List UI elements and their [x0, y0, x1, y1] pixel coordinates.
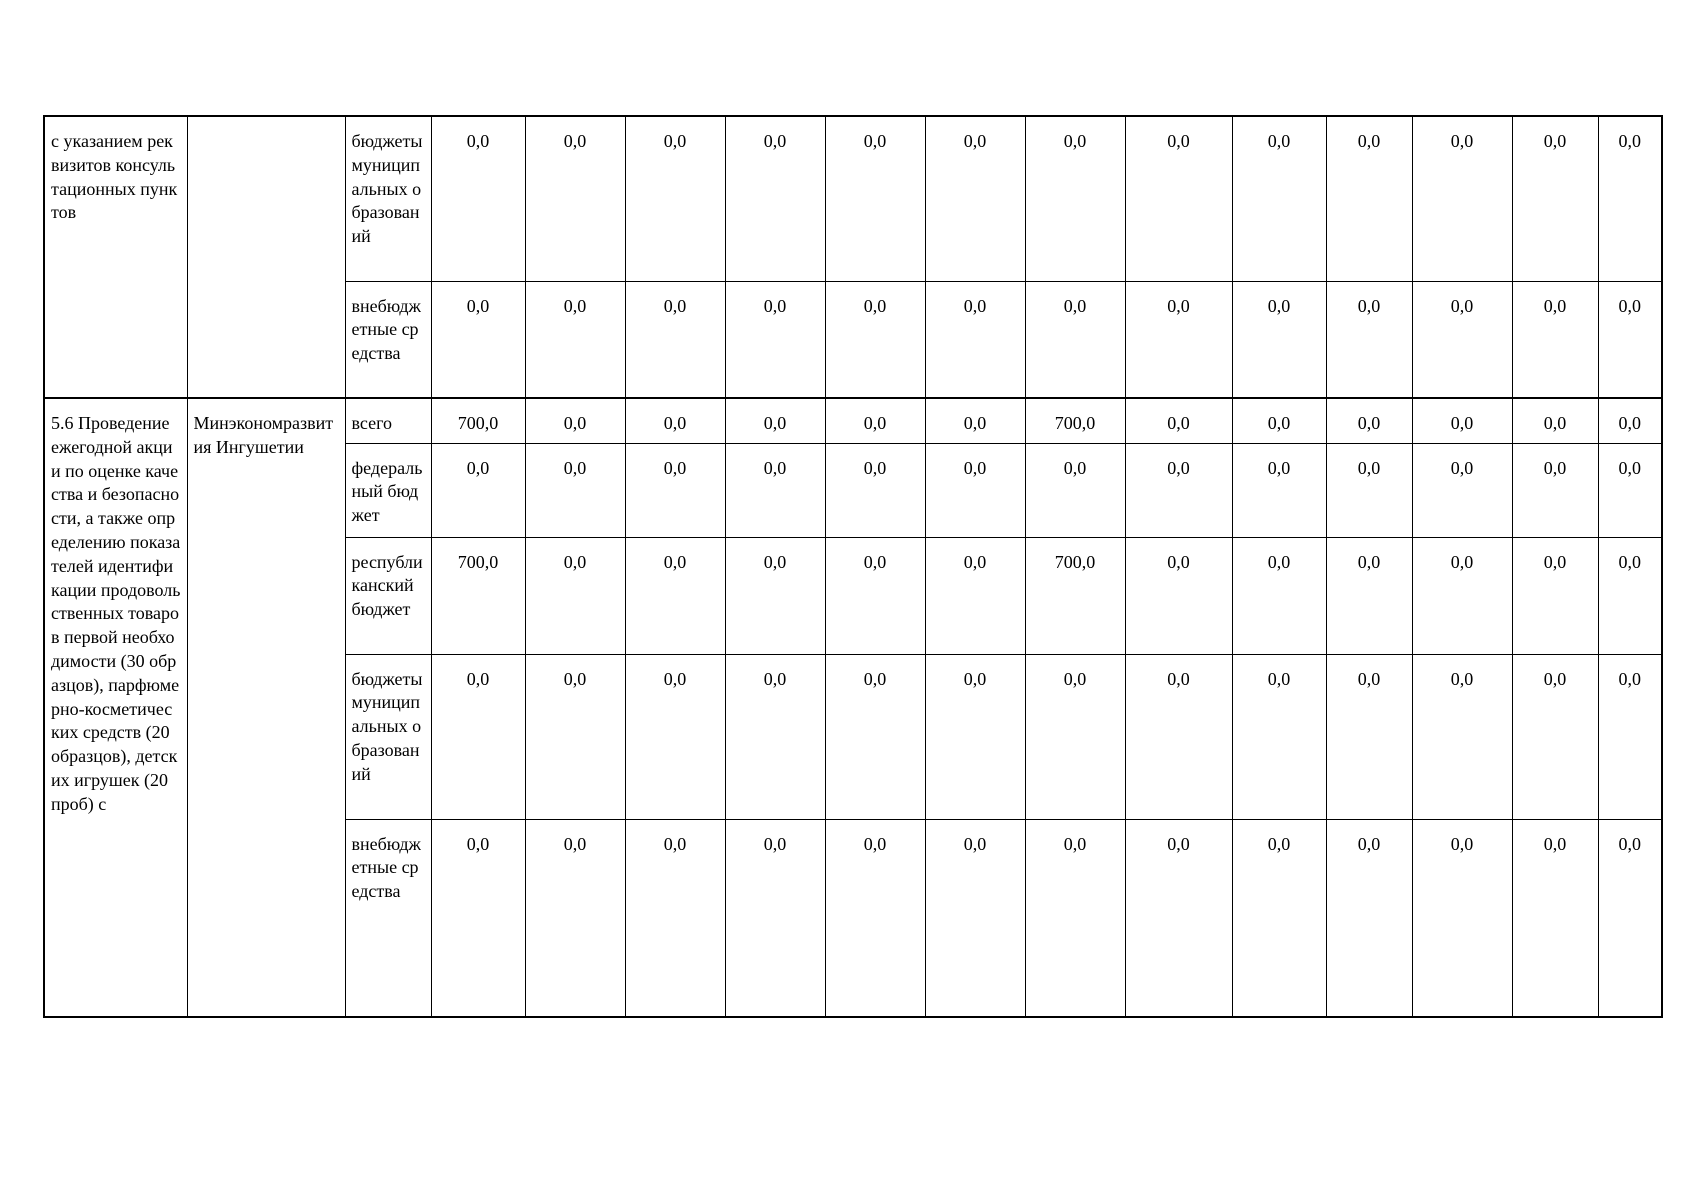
funding-source-cell: всего — [345, 398, 431, 443]
value-cell: 0,0 — [1125, 281, 1232, 398]
value-cell: 0,0 — [625, 819, 725, 1017]
value-cell: 0,0 — [431, 443, 525, 537]
value-cell: 0,0 — [431, 281, 525, 398]
value-cell: 0,0 — [525, 443, 625, 537]
value-cell: 0,0 — [625, 537, 725, 654]
value-cell: 0,0 — [1125, 398, 1232, 443]
value-cell: 0,0 — [431, 654, 525, 819]
funding-source-cell: бюджеты муниципальных образований — [345, 654, 431, 819]
value-cell: 0,0 — [431, 819, 525, 1017]
value-cell: 0,0 — [825, 281, 925, 398]
value-cell: 0,0 — [925, 537, 1025, 654]
value-cell: 0,0 — [1598, 819, 1662, 1017]
value-cell: 0,0 — [1025, 654, 1125, 819]
value-cell: 0,0 — [1598, 398, 1662, 443]
value-cell: 0,0 — [1025, 819, 1125, 1017]
group-5-6 — [44, 398, 1662, 1017]
value-cell: 700,0 — [1025, 537, 1125, 654]
value-cell: 0,0 — [625, 654, 725, 819]
value-cell: 0,0 — [925, 281, 1025, 398]
value-cell: 0,0 — [1412, 281, 1512, 398]
value-cell: 0,0 — [825, 819, 925, 1017]
value-cell: 0,0 — [725, 537, 825, 654]
value-cell: 0,0 — [625, 398, 725, 443]
table-row — [44, 116, 1662, 281]
value-cell: 0,0 — [925, 443, 1025, 537]
value-cell: 0,0 — [1232, 116, 1326, 281]
value-cell: 0,0 — [1412, 116, 1512, 281]
executor-cell: Минэкономразвития Ингушетии — [187, 398, 345, 1017]
value-cell: 0,0 — [825, 537, 925, 654]
table-row — [44, 398, 1662, 443]
value-cell: 0,0 — [1125, 116, 1232, 281]
value-cell: 0,0 — [1326, 116, 1412, 281]
value-cell: 0,0 — [1232, 281, 1326, 398]
value-cell: 0,0 — [1512, 398, 1598, 443]
value-cell: 0,0 — [1125, 443, 1232, 537]
value-cell: 0,0 — [525, 819, 625, 1017]
funding-source-cell: бюджеты муниципальных образований — [345, 116, 431, 281]
value-cell: 0,0 — [1125, 819, 1232, 1017]
value-cell: 0,0 — [1412, 654, 1512, 819]
value-cell: 0,0 — [1512, 819, 1598, 1017]
value-cell: 0,0 — [925, 819, 1025, 1017]
measure-label-cell: с указанием реквизитов консультационных пунктов — [44, 116, 187, 398]
value-cell: 0,0 — [1598, 443, 1662, 537]
value-cell: 0,0 — [1326, 443, 1412, 537]
value-cell: 0,0 — [1326, 281, 1412, 398]
value-cell: 0,0 — [1025, 443, 1125, 537]
value-cell: 0,0 — [1412, 443, 1512, 537]
value-cell: 0,0 — [725, 443, 825, 537]
value-cell: 0,0 — [725, 281, 825, 398]
value-cell: 0,0 — [1326, 654, 1412, 819]
value-cell: 0,0 — [1512, 443, 1598, 537]
value-cell: 0,0 — [625, 116, 725, 281]
value-cell: 0,0 — [725, 654, 825, 819]
value-cell: 0,0 — [825, 654, 925, 819]
value-cell: 0,0 — [625, 443, 725, 537]
value-cell: 0,0 — [825, 116, 925, 281]
budget-table — [43, 115, 1663, 1018]
value-cell: 0,0 — [1125, 654, 1232, 819]
value-cell: 0,0 — [525, 654, 625, 819]
executor-cell — [187, 116, 345, 398]
value-cell: 0,0 — [1512, 281, 1598, 398]
value-cell: 700,0 — [431, 398, 525, 443]
value-cell: 0,0 — [1512, 654, 1598, 819]
value-cell: 0,0 — [525, 281, 625, 398]
value-cell: 0,0 — [1512, 537, 1598, 654]
value-cell: 0,0 — [925, 116, 1025, 281]
value-cell: 700,0 — [1025, 398, 1125, 443]
value-cell: 0,0 — [1412, 398, 1512, 443]
value-cell: 0,0 — [1232, 654, 1326, 819]
funding-source-cell: внебюджетные средства — [345, 281, 431, 398]
value-cell: 0,0 — [1598, 537, 1662, 654]
value-cell: 0,0 — [1598, 116, 1662, 281]
value-cell: 0,0 — [1232, 398, 1326, 443]
value-cell: 0,0 — [725, 398, 825, 443]
value-cell: 0,0 — [1232, 443, 1326, 537]
value-cell: 0,0 — [625, 281, 725, 398]
value-cell: 700,0 — [431, 537, 525, 654]
value-cell: 0,0 — [1125, 537, 1232, 654]
value-cell: 0,0 — [1326, 398, 1412, 443]
value-cell: 0,0 — [1598, 281, 1662, 398]
value-cell: 0,0 — [725, 116, 825, 281]
value-cell: 0,0 — [1598, 654, 1662, 819]
value-cell: 0,0 — [825, 443, 925, 537]
value-cell: 0,0 — [431, 116, 525, 281]
value-cell: 0,0 — [525, 398, 625, 443]
value-cell: 0,0 — [1232, 537, 1326, 654]
funding-source-cell: федеральный бюджет — [345, 443, 431, 537]
measure-label-cell: 5.6 Проведение ежегодной акции по оценке качества и безопасности, а также определению показателей идентификации продовольственных товаров первой необходимости (30 образцов), парфюмерно-косметических средств (20 образцов), детских игрушек (20 проб) с — [44, 398, 187, 1017]
value-cell: 0,0 — [725, 819, 825, 1017]
value-cell: 0,0 — [825, 398, 925, 443]
value-cell: 0,0 — [925, 654, 1025, 819]
value-cell: 0,0 — [525, 116, 625, 281]
value-cell: 0,0 — [925, 398, 1025, 443]
value-cell: 0,0 — [1326, 537, 1412, 654]
value-cell: 0,0 — [1232, 819, 1326, 1017]
value-cell: 0,0 — [1025, 281, 1125, 398]
value-cell: 0,0 — [1025, 116, 1125, 281]
value-cell: 0,0 — [1326, 819, 1412, 1017]
funding-source-cell: внебюджетные средства — [345, 819, 431, 1017]
funding-source-cell: республиканский бюджет — [345, 537, 431, 654]
group-top — [44, 116, 1662, 398]
value-cell: 0,0 — [525, 537, 625, 654]
value-cell: 0,0 — [1512, 116, 1598, 281]
value-cell: 0,0 — [1412, 819, 1512, 1017]
value-cell: 0,0 — [1412, 537, 1512, 654]
